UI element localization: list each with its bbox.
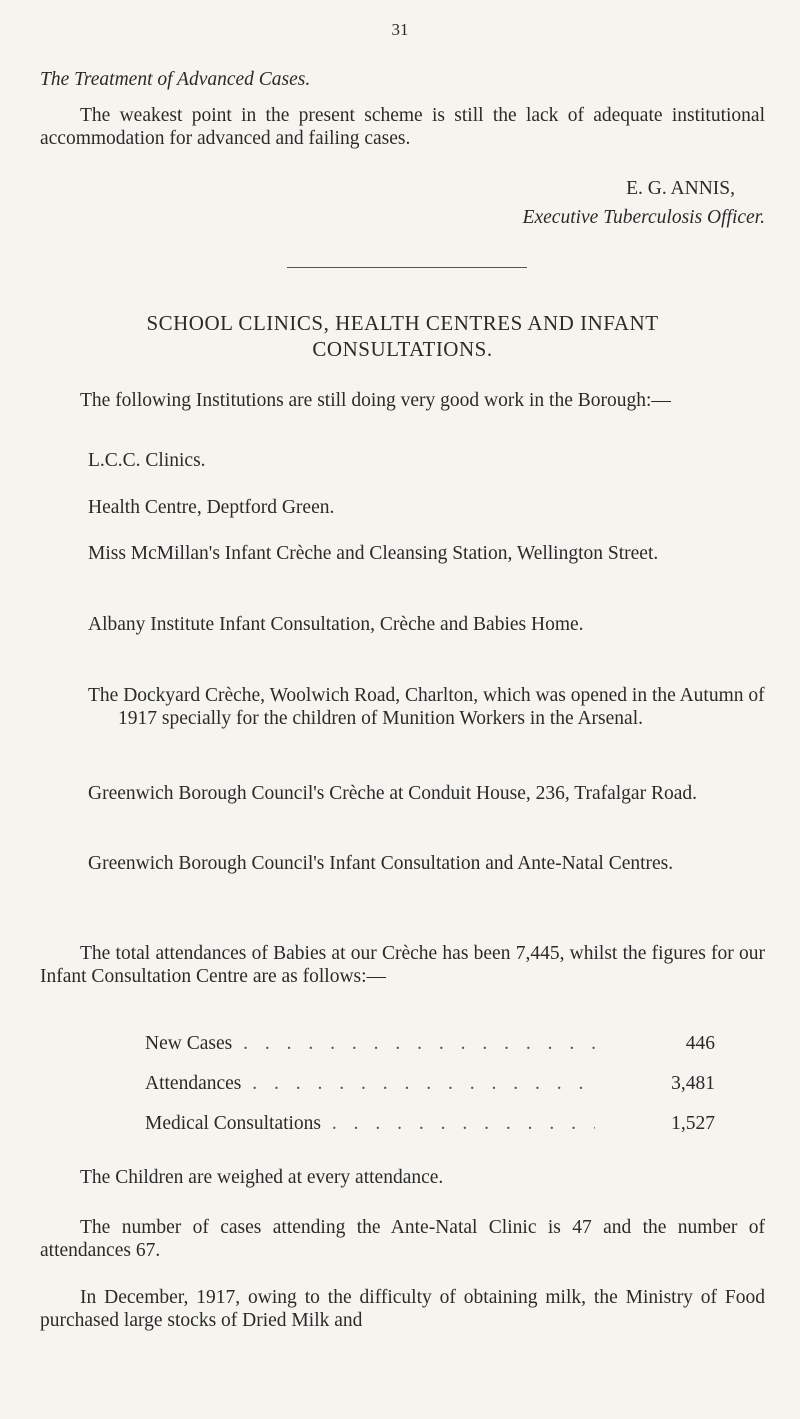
intro-paragraph: The following Institutions are still doing very good work in the Borough:—: [80, 390, 671, 411]
page-number: 31: [391, 20, 409, 39]
section-title: [40, 310, 765, 363]
table-row: [145, 1032, 715, 1072]
table-row: [145, 1072, 715, 1112]
treatment-paragraph: The weakest point in the present scheme is still the lack of adequate institutional accommodation for advanced and failing cases.: [40, 105, 765, 149]
signature-name: E. G. ANNIS,: [626, 178, 735, 199]
institution-item: Greenwich Borough Council's Crèche at Conduit House, 236, Trafalgar Road.: [88, 783, 697, 804]
signature-title: Executive Tuberculosis Officer.: [522, 207, 765, 228]
table-row: [145, 1112, 715, 1152]
institution-item: The Dockyard Crèche, Woolwich Road, Charlton, which was opened in the Autumn of 1917 specially for the children of Munition Workers in the Arsenal.: [88, 685, 765, 729]
figures-table: [145, 1032, 715, 1152]
weighed-paragraph: The Children are weighed at every attendance.: [80, 1167, 444, 1188]
institution-item: Health Centre, Deptford Green.: [88, 497, 335, 518]
institution-item: L.C.C. Clinics.: [88, 450, 206, 471]
institution-item: Albany Institute Infant Consultation, Crèche and Babies Home.: [88, 614, 584, 635]
figure-value: 446: [685, 1033, 715, 1054]
december-paragraph: In December, 1917, owing to the difficulty of obtaining milk, the Ministry of Food purchased large stocks of Dried Milk and: [40, 1287, 765, 1331]
antenatal-paragraph: The number of cases attending the Ante-Natal Clinic is 47 and the number of attendances 67.: [40, 1217, 765, 1261]
figure-value: 1,527: [671, 1113, 715, 1134]
institution-item: Miss McMillan's Infant Crèche and Cleansing Station, Wellington Street.: [88, 543, 659, 564]
treatment-heading: The Treatment of Advanced Cases.: [40, 69, 311, 90]
figure-label: Attendances . . .: [145, 1072, 595, 1095]
section-divider: [287, 267, 527, 268]
figure-label: New Cases . . .: [145, 1032, 595, 1055]
figure-value: 3,481: [671, 1073, 715, 1094]
attendance-paragraph: The total attendances of Babies at our Crèche has been 7,445, whilst the figures for our Infant Consultation Centre are as follows:—: [40, 943, 765, 987]
figure-label: Medical Consultations . . .: [145, 1112, 595, 1135]
section-title-line2: CONSULTATIONS.: [312, 337, 493, 362]
section-title-line1: SCHOOL CLINICS, HEALTH CENTRES AND INFANT: [146, 311, 659, 335]
institution-item: Greenwich Borough Council's Infant Consultation and Ante-Natal Centres.: [88, 853, 674, 874]
